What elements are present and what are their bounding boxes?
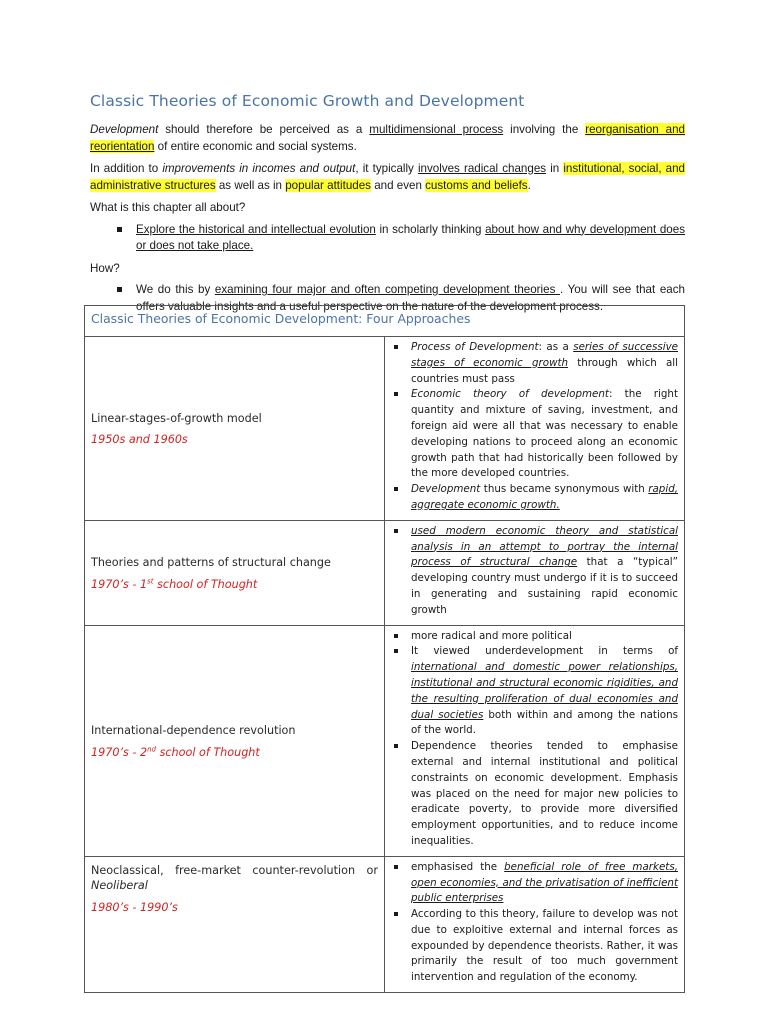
text-span: as well as in [215,178,286,192]
text-span: thus became synonymous with [480,483,649,496]
text-span: Development [411,483,481,496]
text-span: Economic theory of development [411,388,609,401]
table-row [85,625,685,856]
theory-name-cell [85,520,385,625]
theory-description-cell [385,520,685,625]
text-span: We do this by [136,283,215,296]
table-row [85,856,685,992]
term-multidimensional-process: multidimensional process [369,123,504,136]
table-header-row [85,306,685,337]
theory-name-cell [85,856,385,992]
table-row [85,337,685,521]
question-how: How? [90,261,120,275]
theory-description-cell [385,625,685,856]
text-span: and even [370,178,426,192]
text-span: . You will see that each offers valuable insights and a useful perspective on the nature of the development process. [136,283,685,313]
text-span: involving the [503,123,586,136]
list-item: Dependence theories tended to emphasise external and internal institutional and political constraints on economic development. Emphasis was placed on the need for major new policies to eradicate poverty, to provide more diversified employment opportunities, and to reduce income inequalities. [411,739,678,850]
list-item [411,482,678,514]
list-item: According to this theory, failure to develop was not due to exploitive external and internal forces as expounded by dependence theorists. Rather, it was primarily the result of too much government intervention and regulation of the economy. [411,907,678,986]
theory-name: International-dependence revolution [91,724,296,738]
text-span: , it typically [355,162,418,175]
theory-description-cell [385,856,685,992]
text-span: international and domestic power relationships, institutional and structural economic rigidities, and the resulting proliferation of dual economies and dual societies [411,661,678,721]
text-span: Process of Development [411,341,539,353]
theory-name [91,863,378,894]
theory-name: Theories and patterns of structural change [91,556,331,570]
text-span: in [546,162,564,175]
text-span: of entire economic and social systems. [154,139,357,153]
text-span: . [527,178,531,192]
highlight-institutional: institutional, social, and administrative structures [90,162,686,192]
list-item [411,524,678,619]
text-span: Neoliberal [91,879,148,893]
list-item: more radical and more political [411,629,678,645]
paragraph-development [90,122,685,155]
theory-era [91,577,378,593]
text-span: school of Thought [156,745,260,759]
text-span: used modern economic theory and statistical analysis in an attempt to portray the internal process of structural change [411,524,678,569]
theory-era: 1980’s - 1990’s [91,900,178,914]
paragraph-radical-changes [90,161,685,194]
text-span: 1970’s - 1 [91,577,148,591]
text-span: : the right quantity and mixture of saving, investment, and foreign aid were all that was necessary to enable developing nations to proceed along an economic growth path that had historically been followed by the more developed countries. [411,388,678,480]
text-span: Neoclassical, free-market counter-revolution or [91,863,378,877]
highlight-popular-attitudes: popular attitudes [285,178,371,192]
text-span: school of Thought [153,577,258,591]
text-span: It viewed underdevelopment in terms of [411,645,678,658]
text-span: about how and why development does or does not take place. [136,222,685,252]
theory-name-cell [85,337,385,521]
term-improvements: improvements in incomes and output [162,162,356,175]
theory-era [91,745,378,761]
text-span: both within and among the nations of the world. [411,708,678,737]
text-span: through which all countries must pass [411,356,679,385]
highlight-customs: customs and beliefs [425,178,528,192]
text-span: in scholarly thinking [375,222,486,236]
text-span: Explore the historical and intellectual evolution [136,222,376,236]
superscript: nd [147,744,157,753]
list-item [136,222,685,255]
text-span: 1970’s - 2 [91,745,148,759]
theory-description-cell [385,337,685,521]
text-span: rapid, aggregate economic growth. [411,483,678,511]
highlight-reorganisation: reorganisation and reorientation [90,123,685,153]
document-body [90,92,685,321]
theory-name: Linear-stages-of-growth model [91,411,262,425]
text-span: emphasised the [411,860,505,873]
bullet-list-chapter [90,222,685,255]
theories-table [84,305,685,993]
theory-name-cell [85,625,385,856]
text-span: : as a [538,341,574,353]
list-item [411,387,678,482]
superscript: st [147,576,154,585]
term-development: Development [90,123,159,136]
list-item [411,644,678,739]
text-span: that a “typical” developing country must undergo if it is to succeed in generating and sustaining rapid economic growth [411,556,678,616]
table-row [85,520,685,625]
text-span: beneficial role of free markets, open economies, and the privatisation of inefficient public enterprises [411,860,678,905]
theory-era: 1950s and 1960s [91,433,188,447]
text-span: examining four major and often competing development theories [214,283,560,296]
text-span: series of successive stages of economic growth [411,341,678,369]
page-title: Classic Theories of Economic Growth and Development [90,92,525,110]
text-span: should therefore be perceived as a [158,123,370,136]
list-item [411,340,678,387]
question-chapter: What is this chapter all about? [90,201,246,214]
list-item [411,860,678,907]
table-header: Classic Theories of Economic Development: Four Approaches [85,306,685,337]
term-radical-changes: involves radical changes [417,162,547,175]
text-span: In addition to [90,162,163,175]
